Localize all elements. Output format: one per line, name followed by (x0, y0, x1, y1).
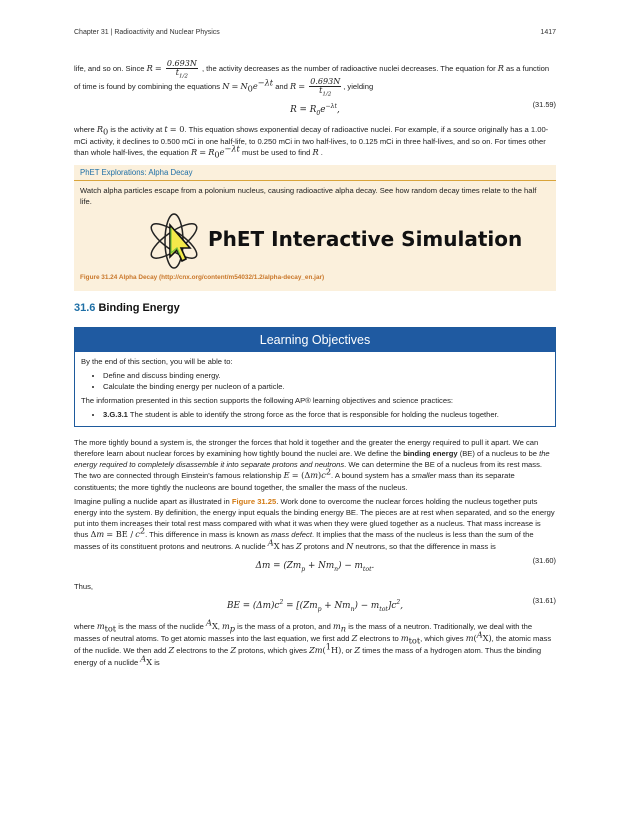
ap-intro: The information presented in this section supports the following AP® learning objectives and science practices: (81, 395, 453, 405)
section-title: Binding Energy (98, 301, 180, 314)
binding-energy-paragraph: The more tightly bound a system is, the stronger the forces that hold it together and the greater the energy required to pull it apart. We can therefore learn about nuclear forces by examining how tightly bound the nuclei are. We define the binding energy (BE) of a nucleus to be the energy required to completely disassemble it into separate protons and neutrons. We can determine the BE of a nucleus from its rest mass. The two are connected through Einstein's famous relationship $E = (\Delta m)c^2$. A bound system has a smaller mass than its separate constituents; the more tightly the nucleons are bound together, the smaller the mass of the nucleus. (74, 437, 550, 492)
figure-caption[interactable]: Figure 31.24 Alpha Decay (http://cnx.org/content/m54032/1.2/alpha-decay_en.jar) (80, 274, 325, 282)
section-heading (74, 301, 556, 317)
equation-31-59: $R = R_0e^{-\lambda t}$, (31.59) (290, 99, 556, 117)
learning-objectives-box (74, 327, 556, 427)
phet-title: PhET Explorations: Alpha Decay (74, 165, 556, 181)
phet-exploration-box (74, 165, 556, 291)
equation-number: (31.59) (532, 99, 556, 109)
page-number: 1417 (540, 29, 556, 36)
phet-banner-text: PhET Interactive Simulation (208, 227, 523, 252)
phet-simulation-link[interactable] (144, 213, 556, 269)
atom-cursor-icon (144, 213, 208, 269)
phet-description: Watch alpha particles escape from a polonium nucleus, causing radioactive alpha decay. See how random decay times relate to the half life. (80, 186, 537, 207)
objectives-intro: By the end of this section, you will be able to: (81, 356, 233, 366)
figure-link[interactable]: Figure 31.25 (231, 496, 277, 506)
atomic-mass-paragraph: where $m_{tot}$ is the mass of the nuclide $^A$X, $m_p$ is the mass of a proton, and $m_n$ is the mass of a neutron. Traditionally, we deal with the masses of neutral atoms. To get atomic masses into the last equation, we first add Z electrons to $m_{tot}$, which gives m($^A$X), the atomic mass of the nuclide. We then add Z electrons to the Z protons, which gives Zm($^1$H), or Z times the mass of a hydrogen atom. Thus the binding energy of a nuclide $^A$X is (74, 617, 552, 667)
section-number: 31.6 (74, 301, 96, 314)
activity-fraction: $\frac{0.693N}{t_{1/2}}$ (166, 59, 197, 80)
objective-item: • Calculate the binding energy per nucleon of a particle. (103, 381, 549, 392)
decay-paragraph: where $R_0$ is the activity at t = 0. This equation shows exponential decay of radioactive nuclei. For example, if a source originally has a 1.00-mCi activity, it declines to 0.500 mCi in one half-life, to 0.250 mCi in two half-lives, to 0.125 mCi in three half-lives, and so on. For times other than whole half-lives, the equation $R = R_0e^{-\lambda t}$ must be used to find R . (74, 124, 549, 160)
ap-objective-item: • 3.G.3.1 The student is able to identify the strong force as the force that is responsible for holding the nucleus together. (103, 409, 549, 420)
page-header (74, 28, 556, 38)
equation-31-61: BE = $(\Delta m)c^2 = [(Zm_p + Nm_n) - m_{tot}]c^2$, (31.61) (227, 596, 556, 613)
mass-defect-paragraph: Imagine pulling a nuclide apart as illustrated in Figure 31.25. Work done to overcome the nuclear forces holding the nucleus together puts energy into the system. By definition, the energy input equals the binding energy BE. The pieces are at rest when separated, and so the energy put into them increases their total rest mass compared with what it was when they were glued together as a nucleus. That mass increase is thus Δm = BE / $c^2$. This difference in mass is known as mass defect. It implies that the mass of the nucleus is less than the sum of the masses of its constituent protons and neutrons. A nuclide $^A$X has Z protons and N neutrons, so that the difference in mass is (74, 496, 555, 551)
equation-number: (31.60) (532, 556, 556, 566)
equation-31-60: $\Delta m = (Zm_p + Nm_n) - m_{tot}$. (31.60) (255, 556, 556, 574)
thus-label: Thus, (74, 582, 93, 592)
intro-paragraph: life, and so on. Since R = $\frac{0.693N}{t_{1/2}}$ , the activity decreases as the number of radioactive nuclei decreases. The equation for R as a function of time is found by combining the equations $N = N_0e^{-\lambda t}$ and R = $\frac{0.693N}{t_{1/2}}$ , yielding (74, 59, 550, 98)
learning-objectives-heading: Learning Objectives (75, 328, 555, 352)
equation-number: (31.61) (532, 596, 556, 606)
page-content (74, 60, 556, 671)
objective-item: • Define and discuss binding energy. (103, 370, 549, 381)
chapter-title: Chapter 31 | Radioactivity and Nuclear Physics (74, 29, 220, 36)
